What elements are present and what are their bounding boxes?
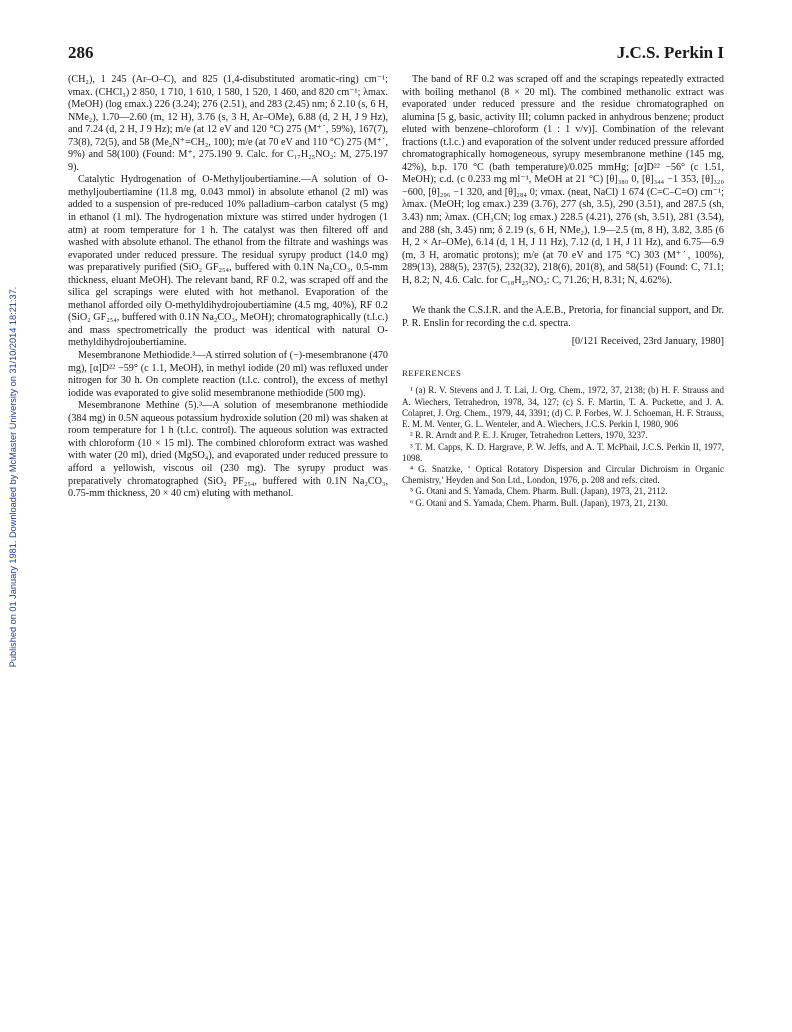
journal-title: J.C.S. Perkin I xyxy=(616,43,724,62)
reference-item: ³ T. M. Capps, K. D. Hargrave, P. W. Jeffs, and A. T. McPhail, J.C.S. Perkin II, 1977, 1098. xyxy=(402,441,724,463)
acknowledgement: We thank the C.S.I.R. and the A.E.B., Pretoria, for financial support, and Dr. P. R. Enslin for recording the c.d. spectra. xyxy=(402,305,724,329)
page-number: 286 xyxy=(68,43,94,62)
reference-item: ⁶ G. Otani and S. Yamada, Chem. Pharm. Bull. (Japan), 1973, 21, 2130. xyxy=(410,497,668,508)
spacer xyxy=(402,287,724,305)
references-heading: REFERENCES xyxy=(402,367,462,378)
methine-paragraph: Mesembranone Methine (5).³—A solution of mesembranone methiodide (384 mg) in 0.5N aqueous potassium hydroxide solution (20 ml) was shaken at room temperature for 1 h (t.l.c. control). The aqueous solution was extracted with chloroform (10 × 15 ml). The combined chloroform extract was washed with water (20 ml), dried (MgSO₄), and evaporated under reduced pressure to afford a yellowish, viscous oil (230 mg). The syrupy product was preparatively chromatographed (SiO₂ PF₂₅₄, buffered with 0.1N Na₂CO₃, 0.75-mm thickness, 20 × 40 cm) eluting with methanol. xyxy=(68,400,388,500)
methine-continued-paragraph: The band of RF 0.2 was scraped off and the scrapings repeatedly extracted with boiling methanol (8 × 20 ml). The combined methanolic extract was evaporated under reduced pressure and the residue chromatographed on alumina [5 g, basic, activity III; column packed in anhydrous benzene; product eluted with benzene–chloroform (1 : 1 v/v)]. Combination of the relevant fractions (t.l.c.) and evaporation of the solvent under reduced pressure afforded chromatographically homogeneous, syrupy mesembranone methine (145 mg, 42%), b.p. 170 °C (bath temperature)/0.025 mmHg; [α]D²² −56° (c 1.51, MeOH); c.d. (c 0.233 mg ml⁻¹, MeOH at 21 °C) [θ]₃₈₀ 0, [θ]₃₄₄ −1 353, [θ]₃₂₀ −600, [θ]₂₉₆ −1 320, and [θ]₂₈₄ 0; νmax. (neat, NaCl) 1 674 (C=C–C=O) cm⁻¹; λmax. (MeOH; log εmax.) 239 (3.76), 277 (sh, 3.5), 290 (3.51), and 287.5 (sh, 3.43) nm; λmax. (CH₃CN; log εmax.) 228.5 (4.21), 276 (sh, 3.51), 281 (3.54), and 288 (sh, 3.45) nm; δ 2.19 (s, 6 H, NMe₂), 1.9—2.5 (m, 8 H), 3.82, 3.85 (6 H, 2 × Ar–OMe), 6.14 (d, 1 H, J 11 Hz), 7.12 (d, 1 H, J 11 Hz), and 6.75—6.9 (m, 3 H, aromatic protons); m/e (at 70 eV and 175 °C) 303 (M⁺˙, 100%), 289(13), 288(5), 237(5), 232(32), 218(6), 201(8), and 58(51) (Found: C, 71.1; H, 8.2; N, 4.6. Calc. for C₁₈H₂₅NO₃: C, 71.26; H, 8.31; N, 4.62%). xyxy=(402,74,724,286)
spectral-data-paragraph: (CH₂), 1 245 (Ar–O–C), and 825 (1,4-disubstituted aromatic-ring) cm⁻¹; νmax. (CHCl₃) 2 850, 1 710, 1 610, 1 580, 1 520, 1 460, and 820 cm⁻¹; λmax. (MeOH) (log εmax.) 226 (3.24); 276 (2.51), and 283 (2.45) nm; δ 2.10 (s, 6 H, NMe₂), 1.70—2.60 (m, 12 H), 3.76 (s, 3 H, Ar–OMe), 6.88 (d, 2 H, J 9 Hz), and 7.24 (d, 2 H, J 9 Hz); m/e (at 12 eV and 120 °C) 275 (M⁺˙, 59%), 167(7), 73(8), 72(5), and 58 (Me₂N⁺=CH₂, 100); m/e (at 70 eV and 110 °C) 275 (M⁺˙, 9%) and 58(100) (Found: M⁺, 275.190 9. Calc. for C₁₇H₂₅NO₂: M, 275.197 9). xyxy=(68,74,388,173)
right-column xyxy=(402,74,724,509)
received-date: [0/121 Received, 23rd January, 1980] xyxy=(571,336,724,348)
reference-item: ¹ (a) R. V. Stevens and J. T. Lai, J. Org. Chem., 1972, 37, 2138; (b) H. F. Strauss and A. Wiechers, Tetrahedron, 1978, 34, 127; (c) S. F. Martin, T. A. Puckette, and J. A. Colapret, J. Org. Chem., 1979, 44, 3391; (d) C. P. Forbes, W. J. Schoeman, H. F. Strauss, E. M. M. Venter, G. L. Wenteler, and A. Wiechers, J.C.S. Perkin I, 1980, 906 xyxy=(402,385,724,430)
reference-item: ² R. R. Arndt and P. E. J. Kruger, Tetrahedron Letters, 1970, 3237. xyxy=(410,430,648,441)
methiodide-paragraph: Mesembranone Methiodide.³—A stirred solution of (−)-mesembranone (470 mg), [α]D²² −59° (c 1.1, MeOH), in methyl iodide (20 ml) was refluxed under nitrogen for 30 h. On complete reaction (t.l.c. control), the excess of methyl iodide was evaporated to give solid mesembranone methiodide (500 mg). xyxy=(68,350,388,399)
hydrogenation-paragraph: Catalytic Hydrogenation of O-Methyljoubertiamine.—A solution of O-methyljoubertiamine (11.8 mg, 0.043 mmol) in absolute ethanol (2 ml) was added to a suspension of pre-reduced 10% palladium–carbon catalyst (5 mg) in ethanol (1 ml). The hydrogenation mixture was stirred under hydrogen (1 atm) at room temperature for 1 h. The catalyst was then filtered off and washed with absolute ethanol. The ethanol from the filtrate and washings was evaporated under reduced pressure. The residual syrupy product (14.0 mg) was preparatively purified (SiO₂ GF₂₅₄, buffered with 0.1N Na₂CO₃, 0.5-mm thickness, eluant MeOH). The relevant band, RF 0.2, was scraped off and the silica gel scrapings were eluted with hot methanol. Evaporation of the methanol afforded oily O-methyldihydrojoubertiamine (4.5 mg, 40%), RF 0.2 (SiO₂ GF₂₅₄, buffered with 0.1N Na₂CO₃, MeOH); chromatographically (t.l.c.) and mass spectrometrically the product was identical with natural O-methyldihydrojoubertiamine. xyxy=(68,174,388,349)
spacer xyxy=(402,349,724,367)
left-column xyxy=(68,74,388,501)
reference-item: ⁵ G. Otani and S. Yamada, Chem. Pharm. Bull. (Japan), 1973, 21, 2112. xyxy=(410,486,668,497)
reference-item: ⁴ G. Snatzke, ‘ Optical Rotatory Dispersion and Circular Dichroism in Organic Chemistry,’ Heyden and Son Ltd., London, 1976, p. 208 and refs. cited. xyxy=(402,463,724,486)
download-notice-sidebar: Published on 01 January 1981. Downloaded by McMaster University on 31/10/2014 18:21:37. xyxy=(8,286,18,668)
